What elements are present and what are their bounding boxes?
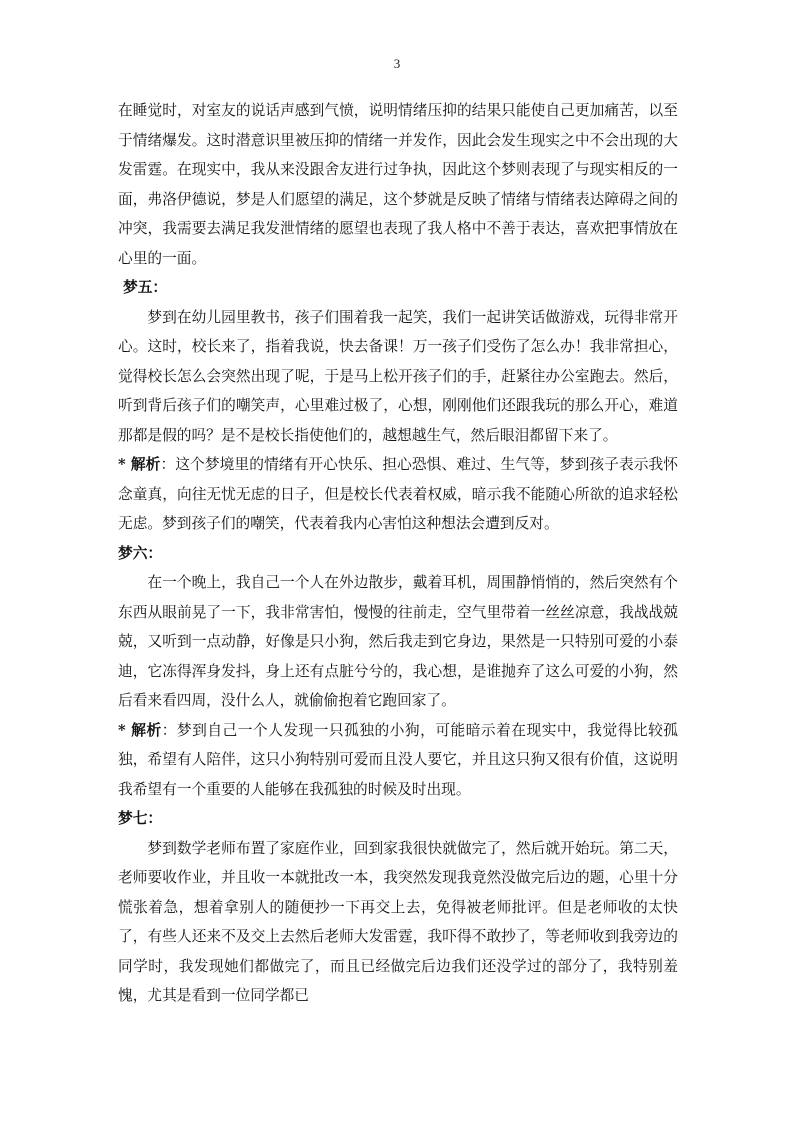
analysis-dream6: [118, 716, 678, 805]
page-number: 3: [393, 56, 401, 71]
paragraph-dream7: 梦到数学老师布置了家庭作业，回到家我很快就做完了，然后就开始玩。第二天，老师要收作业，并且收一本就批改一本，我突然发现我竟然没做完后边的题，心里十分慌张着急，想着拿别人的随便抄一下再交上去，免得被老师批评。但是老师收的太快了，有些人还来不及交上去然后老师大发雷霆，我吓得不敢抄了，等老师收到我旁边的同学时，我发现她们都做完了，而且已经做完后边我们还没学过的部分了，我特别羞愧，尤其是看到一位同学都已: [118, 839, 678, 1004]
heading-dream7: 梦七：: [118, 810, 163, 827]
document-body: [118, 96, 678, 1011]
analysis-text: ：这个梦境里的情绪有开心快乐、担心恐惧、难过、生气等，梦到孩子表示我怀念童真，向往无忧无虑的日子，但是校长代表着权威，暗示我不能随心所欲的追求轻松无虑。梦到孩子们的嘲笑，代表着我内心害怕这种想法会遭到反对。: [118, 456, 678, 532]
analysis-label: * 解析: [118, 456, 161, 473]
paragraph-dream5: 梦到在幼儿园里教书，孩子们围着我一起笑，我们一起讲笑话做游戏，玩得非常开心。这时，校长来了，指着我说，快去备课！万一孩子们受伤了怎么办！我非常担心，觉得校长怎么会突然出现了呢，于是马上松开孩子们的手，赶紧往办公室跑去。然后，听到背后孩子们的嘲笑声，心里难过极了，心想，刚刚他们还跟我玩的那么开心，难道那都是假的吗？是不是校长指使他们的，越想越生气，然后眼泪都留下来了。: [118, 308, 678, 444]
analysis-text: ：梦到自己一个人发现一只孤独的小狗，可能暗示着在现实中，我觉得比较孤独，希望有人陪伴，这只小狗特别可爱而且没人要它，并且这只狗又很有价值，这说明我希望有一个重要的人能够在我孤独的时候及时出现。: [118, 721, 678, 798]
paragraph-dream4-continued: 在睡觉时，对室友的说话声感到气愤，说明情绪压抑的结果只能使自己更加痛苦，以至于情绪爆发。这时潜意识里被压抑的情绪一并发作，因此会发生现实之中不会出现的大发雷霆。在现实中，我从来没跟舍友进行过争执，因此这个梦则表现了与现实相反的一面，弗洛伊德说，梦是人们愿望的满足，这个梦就是反映了情绪与情绪表达障碍之间的冲突，我需要去满足我发泄情绪的愿望也表现了我人格中不善于表达，喜欢把事情放在心里的一面。: [118, 102, 678, 267]
heading-dream6: 梦六：: [118, 544, 163, 562]
heading-dream5: 梦五：: [123, 279, 168, 296]
paragraph-dream6: 在一个晚上，我自己一个人在外边散步，戴着耳机，周围静悄悄的，然后突然有个东西从眼前晃了一下，我非常害怕，慢慢的往前走，空气里带着一丝丝凉意，我战战兢兢，又听到一点动静，好像是只小狗，然后我走到它身边，果然是一只特别可爱的小泰迪，它冻得浑身发抖，身上还有点脏兮兮的，我心想，是谁抛弃了这么可爱的小狗，然后看来看四周，没什么人，就偷偷抱着它跑回家了。: [118, 574, 678, 709]
analysis-dream5: [118, 450, 678, 539]
analysis-label: * 解析: [118, 721, 162, 739]
